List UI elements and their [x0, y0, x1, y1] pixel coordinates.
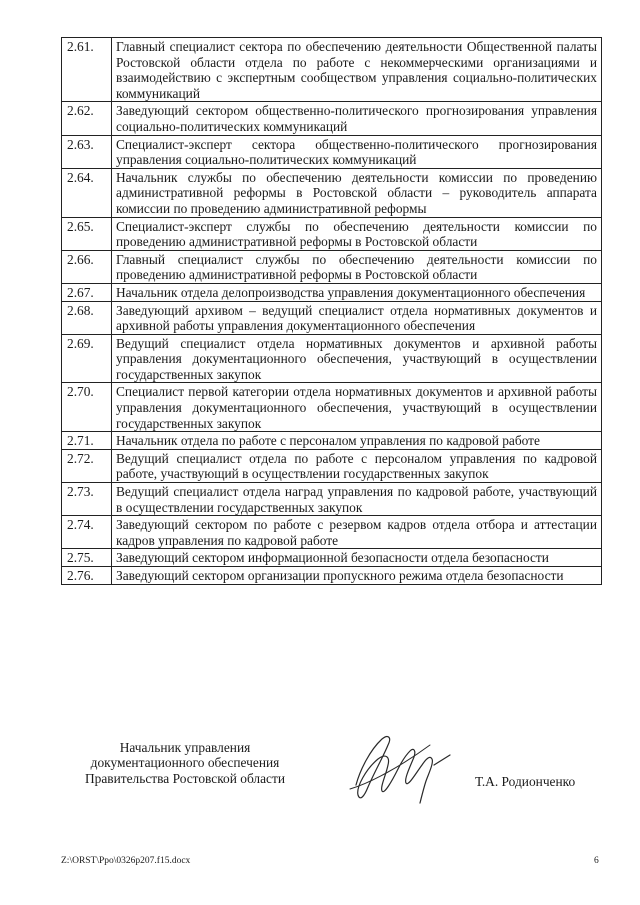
position-title: Главный специалист сектора по обеспечению деятельности Общественной палаты Ростовской области отдела по работе с некоммерческими организациями и взаимодействию с экспертным сообществом управления социально-политических коммуникаций [112, 38, 602, 102]
table-row [62, 38, 602, 102]
signer-name: Т.А. Родионченко [475, 774, 576, 789]
row-number: 2.72. [62, 449, 112, 482]
position-title: Начальник службы по обеспечению деятельности комиссии по проведению административной реформы в Ростовской области – руководитель аппарата комиссии по проведению административной реформы [112, 168, 602, 217]
position-title: Главный специалист службы по обеспечению деятельности комиссии по проведению административной реформы в Ростовской области [112, 250, 602, 283]
table-row [62, 217, 602, 250]
signer-title-line-1: Начальник управления [119, 740, 251, 755]
positions-table-body [62, 38, 602, 585]
position-title: Специалист-эксперт службы по обеспечению деятельности комиссии по проведению административной реформы в Ростовской области [112, 217, 602, 250]
position-title: Ведущий специалист отдела нормативных документов и архивной работы управления документационного обеспечения, участвующий в осуществлении государственных закупок [112, 334, 602, 383]
table-row [62, 334, 602, 383]
row-number: 2.71. [62, 432, 112, 450]
signature-block [60, 740, 310, 786]
table-row [62, 102, 602, 135]
table-row [62, 449, 602, 482]
table-row [62, 549, 602, 567]
row-number: 2.73. [62, 483, 112, 516]
position-title: Заведующий сектором общественно-политического прогнозирования управления социально-политических коммуникаций [112, 102, 602, 135]
positions-table [61, 37, 602, 585]
row-number: 2.65. [62, 217, 112, 250]
row-number: 2.62. [62, 102, 112, 135]
position-title: Заведующий сектором информационной безопасности отдела безопасности [112, 549, 602, 567]
position-title: Специалист-эксперт сектора общественно-политического прогнозирования управления социально-политических коммуникаций [112, 135, 602, 168]
row-number: 2.74. [62, 516, 112, 549]
row-number: 2.61. [62, 38, 112, 102]
table-row [62, 383, 602, 432]
table-row [62, 301, 602, 334]
row-number: 2.75. [62, 549, 112, 567]
position-title: Ведущий специалист отдела по работе с персоналом управления по кадровой работе, участвующий в осуществлении государственных закупок [112, 449, 602, 482]
table-row [62, 432, 602, 450]
row-number: 2.66. [62, 250, 112, 283]
table-row [62, 250, 602, 283]
position-title: Заведующий сектором по работе с резервом кадров отдела отбора и аттестации кадров управления по кадровой работе [112, 516, 602, 549]
table-row [62, 483, 602, 516]
position-title: Специалист первой категории отдела нормативных документов и архивной работы управления документационного обеспечения, участвующий в осуществлении государственных закупок [112, 383, 602, 432]
row-number: 2.68. [62, 301, 112, 334]
signer-title-line-2: документационного обеспечения [90, 755, 280, 771]
page-number: 6 [594, 856, 599, 866]
table-row [62, 168, 602, 217]
table-row [62, 283, 602, 301]
position-title: Ведущий специалист отдела наград управления по кадровой работе, участвующий в осуществлении государственных закупок [112, 483, 602, 516]
row-number: 2.76. [62, 567, 112, 585]
position-title: Начальник отдела по работе с персоналом управления по кадровой работе [112, 432, 602, 450]
row-number: 2.63. [62, 135, 112, 168]
table-row [62, 516, 602, 549]
signer-title-line-3: Правительства Ростовской области [84, 770, 286, 786]
row-number: 2.67. [62, 283, 112, 301]
row-number: 2.64. [62, 168, 112, 217]
table-row [62, 135, 602, 168]
row-number: 2.70. [62, 383, 112, 432]
handwritten-signature [330, 725, 460, 810]
row-number: 2.69. [62, 334, 112, 383]
table-row [62, 567, 602, 585]
position-title: Заведующий сектором организации пропускного режима отдела безопасности [112, 567, 602, 585]
footer-file-path: Z:\ORST\Ppo\0326p207.f15.docx [61, 856, 191, 866]
position-title: Начальник отдела делопроизводства управления документационного обеспечения [112, 283, 602, 301]
position-title: Заведующий архивом – ведущий специалист отдела нормативных документов и архивной работы управления документационного обеспечения [112, 301, 602, 334]
